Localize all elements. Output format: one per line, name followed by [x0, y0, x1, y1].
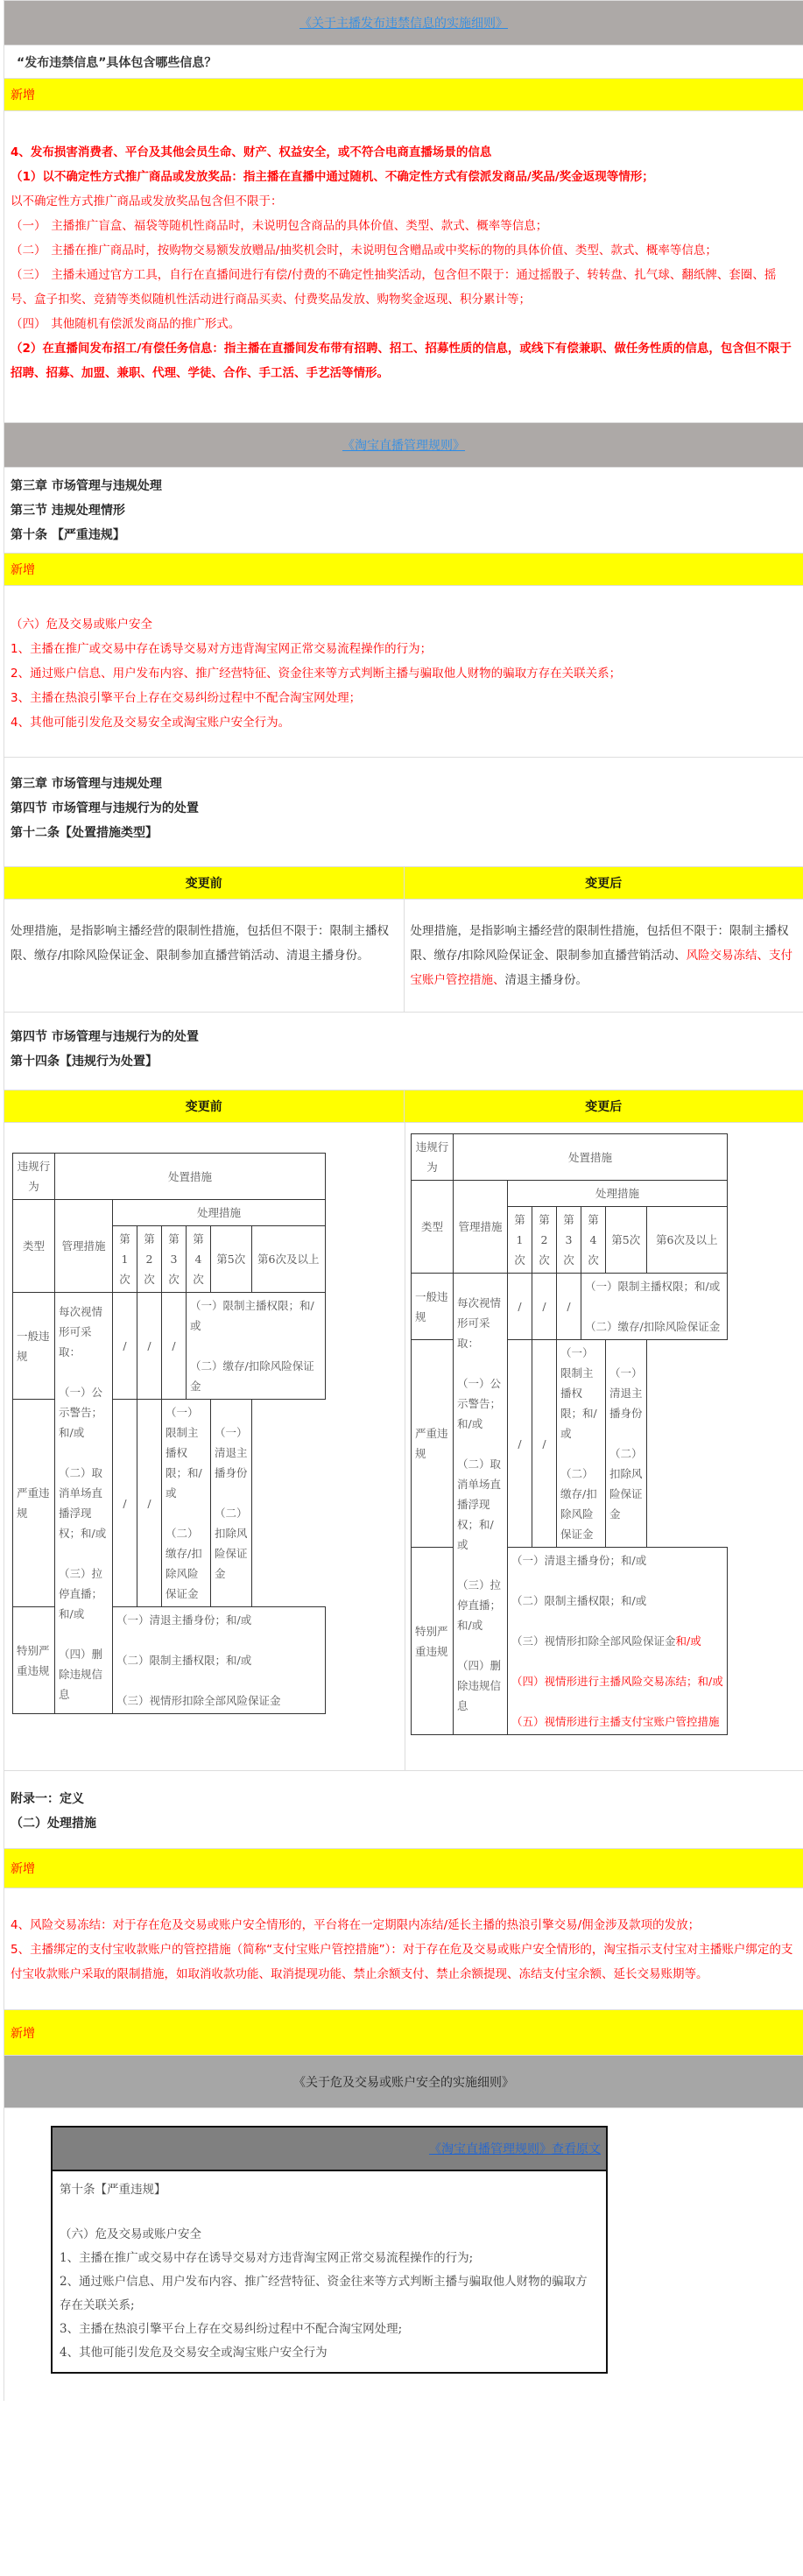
compare-row — [4, 1123, 803, 1771]
compare-header — [4, 1090, 803, 1123]
table-cell: （一）清退主播身份 （二）扣除风险保证金 — [606, 1340, 647, 1548]
table-cell: 处理措施 — [508, 1181, 728, 1207]
before-text: 处理措施，是指影响主播经营的限制性措施，包括但不限于：限制主播权限、缴存/扣除风险保证金、限制参加直播营销活动、清退主播身份。 — [11, 924, 389, 963]
list-item: 3、主播在热浪引擎平台上存在交易纠纷过程中不配合淘宝网处理； — [11, 691, 362, 705]
section-header-live-rules — [4, 423, 803, 468]
rules-link-prohibited-info[interactable]: 《关于主播发布违禁信息的实施细则》 — [299, 17, 508, 31]
excerpt-container — [4, 2108, 803, 2401]
table-cell: 第6次及以上 — [251, 1226, 325, 1293]
appendix-heading: 附录一：定义 — [11, 1792, 84, 1806]
article-heading: 第十条【严重违规】 — [60, 2183, 166, 2197]
table-cell: 第4次 — [581, 1207, 606, 1274]
before-label: 变更前 — [4, 1090, 405, 1122]
table-cell: 第2次 — [532, 1207, 557, 1274]
list-item: 2、通过账户信息、用户发布内容、推广经营特征、资金往来等方式判断主播与骗取他人财物的骗取方存在关联关系； — [11, 667, 622, 681]
list-item: 4、其他可能引发危及交易安全或淘宝账户安全行为 — [60, 2346, 328, 2360]
table-cell: （一）清退主播身份；和/或 （二）限制主播权限；和/或 （三）视情形扣除全部风险保证金 — [113, 1607, 326, 1714]
item-1: （1）以不确定性方式推广商品或发放奖品：指主播在直播中通过随机、不确定性方式有偿派发商品/奖品/奖金返现等情形； — [11, 170, 654, 184]
article-headings — [4, 758, 803, 867]
table-cell: 第1次 — [508, 1207, 532, 1274]
table-cell: 第3次 — [557, 1207, 581, 1274]
table-cell: （一）限制主播权限；和/或 （二）缴存/扣除风险保证金 — [162, 1400, 211, 1607]
intro-text: 以不确定性方式推广商品或发放奖品包含但不限于： — [11, 194, 283, 208]
table-cell: 一般违规 — [412, 1274, 454, 1340]
section-heading: 第三节 违规处理情形 — [11, 504, 125, 518]
excerpt-header — [53, 2128, 606, 2171]
compare-header — [4, 867, 803, 900]
prohibited-info-content — [4, 111, 803, 423]
question-heading: “发布违禁信息”具体包含哪些信息？ — [4, 46, 803, 79]
table-cell: 一般违规 — [13, 1293, 55, 1400]
new-badge: 新增 — [4, 1849, 803, 1888]
chapter-heading: 第三章 市场管理与违规处理 — [11, 479, 162, 493]
table-cell: 特别严重违规 — [13, 1607, 55, 1714]
table-cell: / — [137, 1400, 162, 1607]
after-table-cell — [405, 1123, 803, 1770]
table-cell: 管理措施 — [55, 1200, 113, 1293]
sub-item: （四） 其他随机有偿派发商品的推广形式。 — [11, 317, 241, 331]
table-cell: 第2次 — [137, 1226, 162, 1293]
list-item: 2、通过账户信息、用户发布内容、推广经营特征、资金往来等方式判断主播与骗取他人财物的骗取方存在关联关系; — [60, 2275, 588, 2312]
new-badge: 新增 — [4, 79, 803, 111]
table-cell: 第5次 — [606, 1207, 647, 1274]
item-heading: 4、发布损害消费者、平台及其他会员生命、财产、权益安全，或不符合电商直播场景的信息 — [11, 145, 492, 159]
view-original-link[interactable]: 《淘宝直播管理规则》查看原文 — [429, 2142, 601, 2156]
after-text-added: 风险交易冻结、支付宝账户管控措施、 — [410, 949, 793, 987]
added-text: 和/或 — [675, 1634, 701, 1648]
table-cell: 管理措施 — [454, 1181, 508, 1274]
definition-item: 5、主播绑定的支付宝收款账户的管控措施（简称“支付宝账户管控措施”）：对于存在危及交易或账户安全情形的，淘宝指示支付宝对主播账户绑定的支付宝收款账户采取的限制措施，如取消收款功能、取消提现功能、禁止余额支付、禁止余额提现、冻结支付宝余额、延长交易账期等。 — [11, 1943, 793, 1981]
table-cell: 类型 — [412, 1181, 454, 1274]
added-measure: （四）视情形进行主播风险交易冻结；和/或 — [511, 1675, 723, 1688]
sub-item: （一） 主播推广盲盒、福袋等随机性商品时，未说明包含商品的具体价值、类型、款式、概率等信息； — [11, 219, 548, 233]
table-cell: 第4次 — [187, 1226, 211, 1293]
table-cell: 处理措施 — [113, 1200, 326, 1226]
mgmt-measures: 每次视情形可采取： （一）公示警告；和/或 （二）取消单场直播浮现权；和/或 （三）拉停直播；和/或 （四）删除违规信息 — [55, 1293, 113, 1714]
article-headings — [4, 1013, 803, 1090]
excerpt-body — [53, 2171, 606, 2372]
before-table-cell — [4, 1123, 405, 1770]
article-headings — [4, 468, 803, 554]
section-heading: 第四节 市场管理与违规行为的处置 — [11, 801, 199, 815]
page — [4, 0, 803, 2401]
after-text: 处理措施，是指影响主播经营的限制性措施，包括但不限于：限制主播权限、缴存/扣除风险保证金、限制参加直播营销活动、风险交易冻结、支付宝账户管控措施、清退主播身份。 — [410, 924, 793, 987]
table-cell: 严重违规 — [412, 1340, 454, 1548]
table-cell: （一）限制主播权限；和/或 （二）缴存/扣除风险保证金 — [581, 1274, 728, 1340]
new-badge: 新增 — [4, 2010, 803, 2056]
appendix-subheading: （二）处理措施 — [11, 1817, 96, 1831]
table-cell: 类型 — [13, 1200, 55, 1293]
article-heading: 第十二条【处置措施类型】 — [11, 826, 158, 840]
list-item: 3、主播在热浪引擎平台上存在交易纠纷过程中不配合淘宝网处理; — [60, 2322, 403, 2336]
after-label: 变更后 — [585, 1100, 623, 1114]
section-header-prohibited-info — [4, 1, 803, 46]
mgmt-measures: 每次视情形可采取： （一）公示警告；和/或 （二）取消单场直播浮现权；和/或 （三）拉停直播；和/或 （四）删除违规信息 — [454, 1274, 508, 1735]
sub-item: （三） 主播未通过官方工具，自行在直播间进行有偿/付费的不确定性抽奖活动，包含但不限于：通过摇骰子、转转盘、扎气球、翻纸牌、套圈、摇号、盒子扣奖、竞猜等类似随机性活动进行商品买卖、付费奖品发放、购物奖金返现、积分累计等； — [11, 268, 777, 307]
table-cell: / — [508, 1340, 532, 1548]
definition-item: 4、风险交易冻结：对于存在危及交易或账户安全情形的，平台将在一定期限内冻结/延长主播的热浪引擎交易/佣金涉及款项的发放； — [11, 1918, 701, 1932]
rules-link-live-management[interactable]: 《淘宝直播管理规则》 — [342, 439, 465, 453]
penalty-table-after — [411, 1133, 728, 1735]
table-cell: 违规行为 — [412, 1134, 454, 1181]
sub-title: （六）危及交易或账户安全 — [60, 2227, 201, 2241]
table-cell: 第6次及以上 — [646, 1207, 727, 1274]
table-cell: / — [532, 1340, 557, 1548]
account-safety-content — [4, 586, 803, 758]
list-item: 1、主播在推广或交易中存在诱导交易对方违背淘宝网正常交易流程操作的行为; — [60, 2251, 474, 2265]
penalty-table-before — [12, 1153, 326, 1714]
table-cell: 处置措施 — [454, 1134, 728, 1181]
table-cell: （一）限制主播权限；和/或 （二）缴存/扣除风险保证金 — [557, 1340, 606, 1548]
section-header-account-safety — [4, 2056, 803, 2108]
table-cell: （一）限制主播权限；和/或 （二）缴存/扣除风险保证金 — [187, 1293, 326, 1400]
table-cell: 违规行为 — [13, 1154, 55, 1200]
item-2: （2）在直播间发布招工/有偿任务信息：指主播在直播间发布带有招聘、招工、招募性质的信息，或线下有偿兼职、做任务性质的信息，包含但不限于招聘、招募、加盟、兼职、代理、学徒、合作、手工活、手艺活等情形。 — [11, 342, 792, 380]
compare-row — [4, 900, 803, 1013]
table-cell: / — [557, 1274, 581, 1340]
table-cell: / — [113, 1400, 137, 1607]
chapter-heading: 第三章 市场管理与违规处理 — [11, 777, 162, 791]
table-cell: 特别严重违规 — [412, 1548, 454, 1735]
table-cell: 处置措施 — [55, 1154, 326, 1200]
table-cell: / — [137, 1293, 162, 1400]
article-heading: 第十条 【严重违规】 — [11, 528, 125, 542]
table-cell: （一）清退主播身份 （二）扣除风险保证金 — [211, 1400, 252, 1607]
table-cell: / — [113, 1293, 137, 1400]
table-cell: 第5次 — [211, 1226, 252, 1293]
sub-item: （二） 主播在推广商品时，按购物交易额发放赠品/抽奖机会时，未说明包含赠品或中奖标的物的具体价值、类型、款式、概率等信息； — [11, 243, 717, 258]
table-cell: / — [508, 1274, 532, 1340]
appendix-headings — [4, 1771, 803, 1849]
sub-title: （六）危及交易或账户安全 — [11, 618, 152, 632]
section-heading: 第四节 市场管理与违规行为的处置 — [11, 1030, 199, 1044]
table-cell: / — [532, 1274, 557, 1340]
new-badge: 新增 — [4, 554, 803, 586]
table-cell: （一）清退主播身份；和/或 （二）限制主播权限；和/或 （三）视情形扣除全部风险保证金和/或 （四）视情形进行主播风险交易冻结；和/或 （五）视情形进行主播支付宝账户管控措施 — [508, 1548, 728, 1735]
table-cell: / — [162, 1293, 187, 1400]
after-label: 变更后 — [585, 877, 623, 891]
table-cell: 第1次 — [113, 1226, 137, 1293]
list-item: 4、其他可能引发危及交易安全或淘宝账户安全行为。 — [11, 716, 291, 730]
before-label: 变更前 — [4, 867, 405, 899]
table-cell: 严重违规 — [13, 1400, 55, 1607]
added-measure: （五）视情形进行主播支付宝账户管控措施 — [511, 1715, 720, 1728]
definitions-content — [4, 1888, 803, 2010]
article-heading: 第十四条【违规行为处置】 — [11, 1055, 158, 1069]
rule-excerpt-box — [51, 2126, 608, 2374]
table-cell: 第3次 — [162, 1226, 187, 1293]
list-item: 1、主播在推广或交易中存在诱导交易对方违背淘宝网正常交易流程操作的行为； — [11, 642, 433, 656]
section-title: 《关于危及交易或账户安全的实施细则》 — [293, 2075, 514, 2090]
